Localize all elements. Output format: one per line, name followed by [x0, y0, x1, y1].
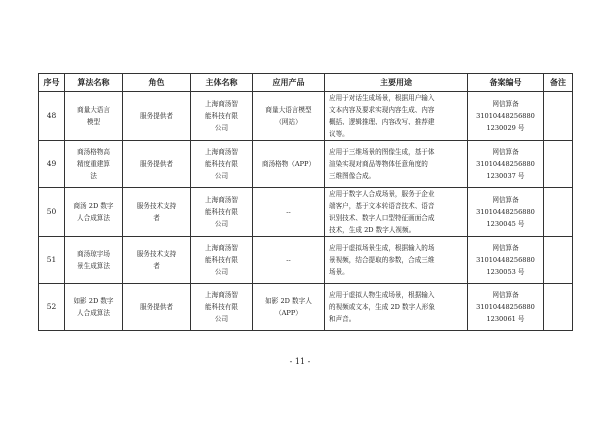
cell-note: [544, 188, 573, 237]
cell-record-number-line: 网信算备: [492, 244, 519, 252]
cell-main-usage: [325, 284, 468, 331]
cell-record-number-line: 1230053 号: [486, 268, 525, 276]
cell-main-usage-line: 应用于虚拟人物生成场景，根据输入: [329, 291, 435, 299]
cell-role: [123, 237, 191, 284]
cell-algorithm-name-line: 法: [90, 172, 97, 180]
cell-record-number-line: 1230061 号: [486, 315, 525, 323]
cell-record-number-line: 1230029 号: [486, 124, 525, 132]
cell-algorithm-name-line: 精度重建算: [77, 160, 110, 168]
cell-record-number-line: 31010448256880: [476, 256, 535, 264]
cell-product-line: 商量大语言模型: [265, 106, 312, 114]
table-row: [39, 92, 573, 141]
page-number: - 11 -: [289, 357, 311, 366]
cell-record-number-line: 31010448256880: [476, 112, 535, 120]
cell-product-line: 商汤格物（APP）: [261, 160, 316, 168]
header-product: 应用产品: [253, 74, 325, 92]
cell-main-usage-line: 应用于对话生成场景，根据用户输入: [329, 94, 435, 102]
cell-record-number: [468, 92, 544, 141]
cell-note: [544, 284, 573, 331]
cell-algorithm-name: [65, 141, 123, 188]
cell-entity-name: [191, 188, 253, 237]
cell-product: [253, 92, 325, 141]
cell-record-number: [468, 237, 544, 284]
cell-record-number-line: 31010448256880: [476, 208, 535, 216]
cell-main-usage-line: 的视频或文本，生成 2D 数字人形象: [329, 303, 435, 311]
cell-main-usage-line: 场景。: [329, 268, 349, 276]
cell-note: [544, 92, 573, 141]
cell-entity-name-line: 公司: [214, 172, 229, 180]
cell-entity-name: [191, 92, 253, 141]
cell-no: 51: [39, 237, 65, 284]
cell-role: [123, 284, 191, 331]
header-no: 序号: [39, 74, 65, 92]
cell-record-number-line: 31010448256880: [476, 160, 535, 168]
cell-algorithm-name-line: 商汤 2D 数字: [73, 202, 114, 210]
cell-record-number: [468, 188, 544, 237]
cell-algorithm-name-line: 景生成算法: [77, 262, 110, 270]
table-row: [39, 284, 573, 331]
cell-role-line: 服务提供者: [140, 160, 173, 168]
cell-entity-name-line: 公司: [214, 315, 229, 323]
cell-product-line: --: [286, 208, 291, 216]
cell-record-number-line: 网信算备: [492, 148, 519, 156]
cell-entity-name-line: 上海商汤智: [205, 148, 238, 156]
cell-main-usage-line: 景视频，结合提取的参数，合成三维: [329, 256, 435, 264]
cell-no: 50: [39, 188, 65, 237]
cell-entity-name-line: 能科技有限: [205, 208, 238, 216]
cell-main-usage-line: 渲染实现对商品等物体任意角度的: [329, 160, 428, 168]
cell-entity-name-line: 能科技有限: [205, 160, 238, 168]
header-algorithm-name: 算法名称: [65, 74, 123, 92]
cell-algorithm-name-line: 模型: [86, 118, 101, 126]
cell-algorithm-name-line: 人合成算法: [77, 309, 110, 317]
cell-entity-name-line: 上海商汤智: [205, 100, 238, 108]
cell-entity-name-line: 公司: [214, 220, 229, 228]
cell-record-number-line: 1230045 号: [486, 220, 525, 228]
table-header-row: [39, 74, 573, 92]
cell-product-line: （APP）: [275, 309, 302, 317]
cell-algorithm-name: [65, 92, 123, 141]
cell-entity-name-line: 上海商汤智: [205, 291, 238, 299]
cell-main-usage-line: 端客户，基于文本转语音技术、语音: [329, 202, 435, 210]
header-note: 备注: [544, 74, 573, 92]
cell-role-line: 者: [153, 262, 160, 270]
table-row: [39, 188, 573, 237]
cell-entity-name-line: 能科技有限: [205, 112, 238, 120]
cell-no: 48: [39, 92, 65, 141]
cell-role: [123, 92, 191, 141]
cell-main-usage-line: 识别技术、数字人口型特征画面合成: [329, 214, 435, 222]
cell-product: [253, 141, 325, 188]
cell-role-line: 服务技术支持: [136, 250, 177, 258]
cell-record-number-line: 网信算备: [492, 291, 519, 299]
cell-record-number-line: 31010448256880: [476, 303, 535, 311]
header-role: 角色: [123, 74, 191, 92]
cell-main-usage-line: 文本内容及要求实现内容生成、内容: [329, 106, 435, 114]
cell-record-number: [468, 141, 544, 188]
cell-product: [253, 237, 325, 284]
cell-main-usage-line: 三维图像合成。: [329, 172, 376, 180]
cell-main-usage-line: 应用于数字人合成场景，服务于企业: [329, 190, 435, 198]
cell-product-line: --: [286, 256, 291, 264]
cell-no: 52: [39, 284, 65, 331]
cell-algorithm-name: [65, 237, 123, 284]
cell-main-usage-line: 技术，生成 2D 数字人视频。: [329, 226, 416, 234]
cell-main-usage-line: 应用于虚拟场景生成，根据输入的场: [329, 244, 435, 252]
cell-product: [253, 188, 325, 237]
cell-no: 49: [39, 141, 65, 188]
cell-entity-name: [191, 284, 253, 331]
cell-main-usage-line: 概括、逻辑推理、内容改写、推荐建: [329, 118, 435, 126]
cell-main-usage: [325, 92, 468, 141]
cell-product-line: （网站）: [275, 118, 302, 126]
cell-main-usage-line: 和声音。: [329, 315, 356, 323]
cell-product-line: 如影 2D 数字人: [265, 297, 312, 305]
algorithm-filing-table: [38, 73, 573, 331]
cell-role-line: 服务技术支持: [136, 202, 177, 210]
cell-record-number-line: 网信算备: [492, 196, 519, 204]
cell-entity-name: [191, 237, 253, 284]
cell-note: [544, 237, 573, 284]
cell-product: [253, 284, 325, 331]
cell-entity-name-line: 公司: [214, 268, 229, 276]
cell-main-usage: [325, 188, 468, 237]
cell-entity-name-line: 上海商汤智: [205, 196, 238, 204]
cell-algorithm-name-line: 商汤格物高: [77, 148, 110, 156]
cell-role: [123, 188, 191, 237]
cell-entity-name-line: 能科技有限: [205, 256, 238, 264]
cell-algorithm-name-line: 如影 2D 数字: [73, 297, 114, 305]
cell-role-line: 者: [153, 214, 160, 222]
cell-role-line: 服务提供者: [140, 303, 173, 311]
cell-main-usage: [325, 237, 468, 284]
cell-algorithm-name-line: 商汤琼宇场: [77, 250, 110, 258]
cell-main-usage-line: 议等。: [329, 130, 349, 138]
cell-entity-name-line: 公司: [214, 124, 229, 132]
cell-algorithm-name: [65, 284, 123, 331]
table-row: [39, 237, 573, 284]
cell-role: [123, 141, 191, 188]
cell-record-number-line: 网信算备: [492, 100, 519, 108]
header-record-number: 备案编号: [468, 74, 544, 92]
cell-algorithm-name-line: 人合成算法: [77, 214, 110, 222]
cell-algorithm-name: [65, 188, 123, 237]
cell-main-usage-line: 应用于三维场景的图像生成，基于体: [329, 148, 435, 156]
header-main-usage: 主要用途: [325, 74, 468, 92]
cell-main-usage: [325, 141, 468, 188]
cell-record-number-line: 1230037 号: [486, 172, 525, 180]
cell-note: [544, 141, 573, 188]
header-entity-name: 主体名称: [191, 74, 253, 92]
cell-entity-name: [191, 141, 253, 188]
cell-role-line: 服务提供者: [140, 112, 173, 120]
table-row: [39, 141, 573, 188]
cell-algorithm-name-line: 商量大语言: [77, 106, 110, 114]
cell-record-number: [468, 284, 544, 331]
cell-entity-name-line: 能科技有限: [205, 303, 238, 311]
cell-entity-name-line: 上海商汤智: [205, 244, 238, 252]
